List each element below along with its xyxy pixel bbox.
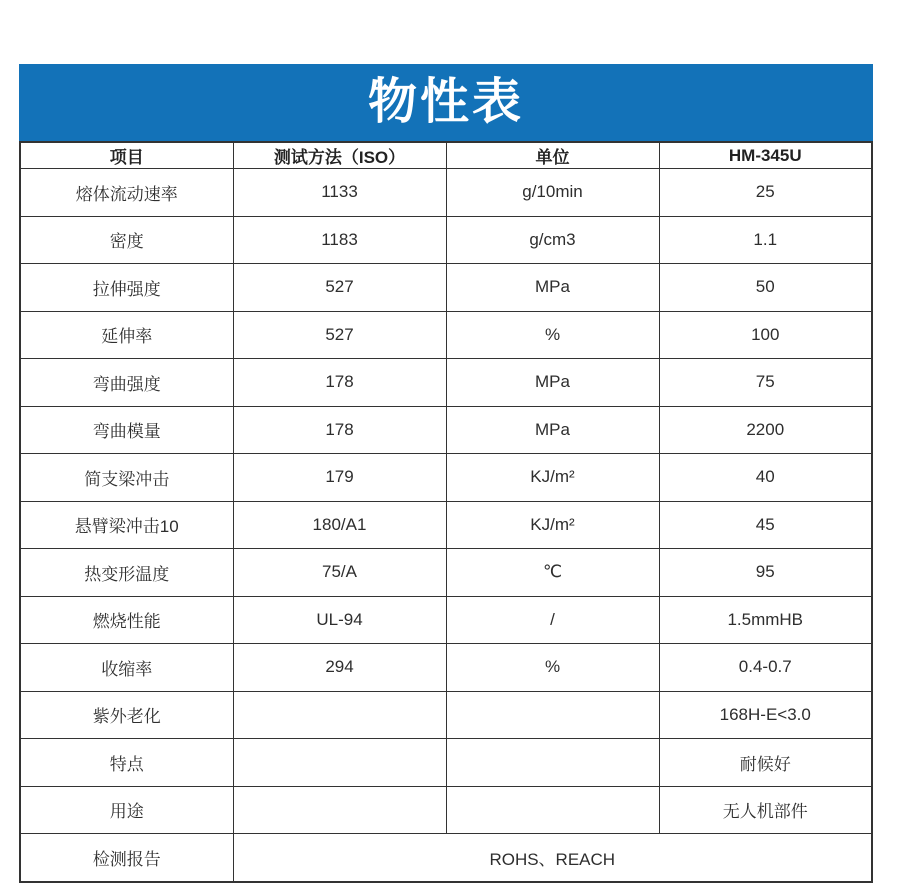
- unit-cell: [446, 691, 659, 739]
- table-row: [20, 311, 872, 359]
- property-cell: 弯曲模量: [20, 406, 233, 454]
- method-cell: UL-94: [233, 596, 446, 644]
- unit-cell: [446, 739, 659, 787]
- unit-cell: /: [446, 596, 659, 644]
- table-row: [20, 549, 872, 597]
- page-title: 物性表: [367, 75, 524, 129]
- value-cell: 75: [659, 359, 872, 407]
- column-header-item: 项目: [20, 142, 233, 169]
- value-cell: 2200: [659, 406, 872, 454]
- method-cell: 527: [233, 311, 446, 359]
- value-cell: 耐候好: [659, 739, 872, 787]
- content-area: [19, 64, 873, 883]
- column-header-grade: HM-345U: [659, 142, 872, 169]
- property-cell: 熔体流动速率: [20, 169, 233, 217]
- value-cell: 95: [659, 549, 872, 597]
- method-cell: 178: [233, 406, 446, 454]
- unit-cell: KJ/m²: [446, 454, 659, 502]
- method-cell: 178: [233, 359, 446, 407]
- property-cell: 紫外老化: [20, 691, 233, 739]
- title-banner: [19, 64, 873, 141]
- method-cell: 180/A1: [233, 501, 446, 549]
- table-row: [20, 454, 872, 502]
- method-cell: [233, 739, 446, 787]
- table-row: [20, 264, 872, 312]
- property-cell: 检测报告: [20, 834, 233, 883]
- unit-cell: MPa: [446, 406, 659, 454]
- footer-value-cell: ROHS、REACH: [233, 834, 872, 883]
- value-cell: 1.5mmHB: [659, 596, 872, 644]
- table-row: [20, 216, 872, 264]
- value-cell: 25: [659, 169, 872, 217]
- property-cell: 收缩率: [20, 644, 233, 692]
- unit-cell: %: [446, 644, 659, 692]
- unit-cell: g/cm3: [446, 216, 659, 264]
- table-row: [20, 786, 872, 834]
- table-row: [20, 644, 872, 692]
- unit-cell: [446, 786, 659, 834]
- value-cell: 168H-E<3.0: [659, 691, 872, 739]
- method-cell: 1183: [233, 216, 446, 264]
- properties-table: [19, 141, 873, 883]
- method-cell: 294: [233, 644, 446, 692]
- table-row: [20, 691, 872, 739]
- value-cell: 45: [659, 501, 872, 549]
- method-cell: 75/A: [233, 549, 446, 597]
- property-cell: 悬臂梁冲击10: [20, 501, 233, 549]
- unit-cell: ℃: [446, 549, 659, 597]
- table-row: [20, 501, 872, 549]
- table-row: [20, 406, 872, 454]
- method-cell: 1133: [233, 169, 446, 217]
- table-row: [20, 739, 872, 787]
- unit-cell: %: [446, 311, 659, 359]
- property-cell: 特点: [20, 739, 233, 787]
- value-cell: 1.1: [659, 216, 872, 264]
- unit-cell: g/10min: [446, 169, 659, 217]
- table-row: [20, 359, 872, 407]
- value-cell: 0.4-0.7: [659, 644, 872, 692]
- property-cell: 弯曲强度: [20, 359, 233, 407]
- method-cell: [233, 691, 446, 739]
- property-cell: 简支梁冲击: [20, 454, 233, 502]
- property-cell: 密度: [20, 216, 233, 264]
- table-footer-row: [20, 834, 872, 883]
- table-header-row: [20, 142, 872, 169]
- property-cell: 热变形温度: [20, 549, 233, 597]
- property-cell: 拉伸强度: [20, 264, 233, 312]
- property-cell: 延伸率: [20, 311, 233, 359]
- column-header-test-method: 测试方法（ISO）: [233, 142, 446, 169]
- unit-cell: MPa: [446, 264, 659, 312]
- table-row: [20, 596, 872, 644]
- value-cell: 40: [659, 454, 872, 502]
- unit-cell: MPa: [446, 359, 659, 407]
- value-cell: 无人机部件: [659, 786, 872, 834]
- unit-cell: KJ/m²: [446, 501, 659, 549]
- value-cell: 100: [659, 311, 872, 359]
- method-cell: [233, 786, 446, 834]
- table-row: [20, 169, 872, 217]
- column-header-unit: 单位: [446, 142, 659, 169]
- property-cell: 用途: [20, 786, 233, 834]
- value-cell: 50: [659, 264, 872, 312]
- method-cell: 527: [233, 264, 446, 312]
- method-cell: 179: [233, 454, 446, 502]
- property-cell: 燃烧性能: [20, 596, 233, 644]
